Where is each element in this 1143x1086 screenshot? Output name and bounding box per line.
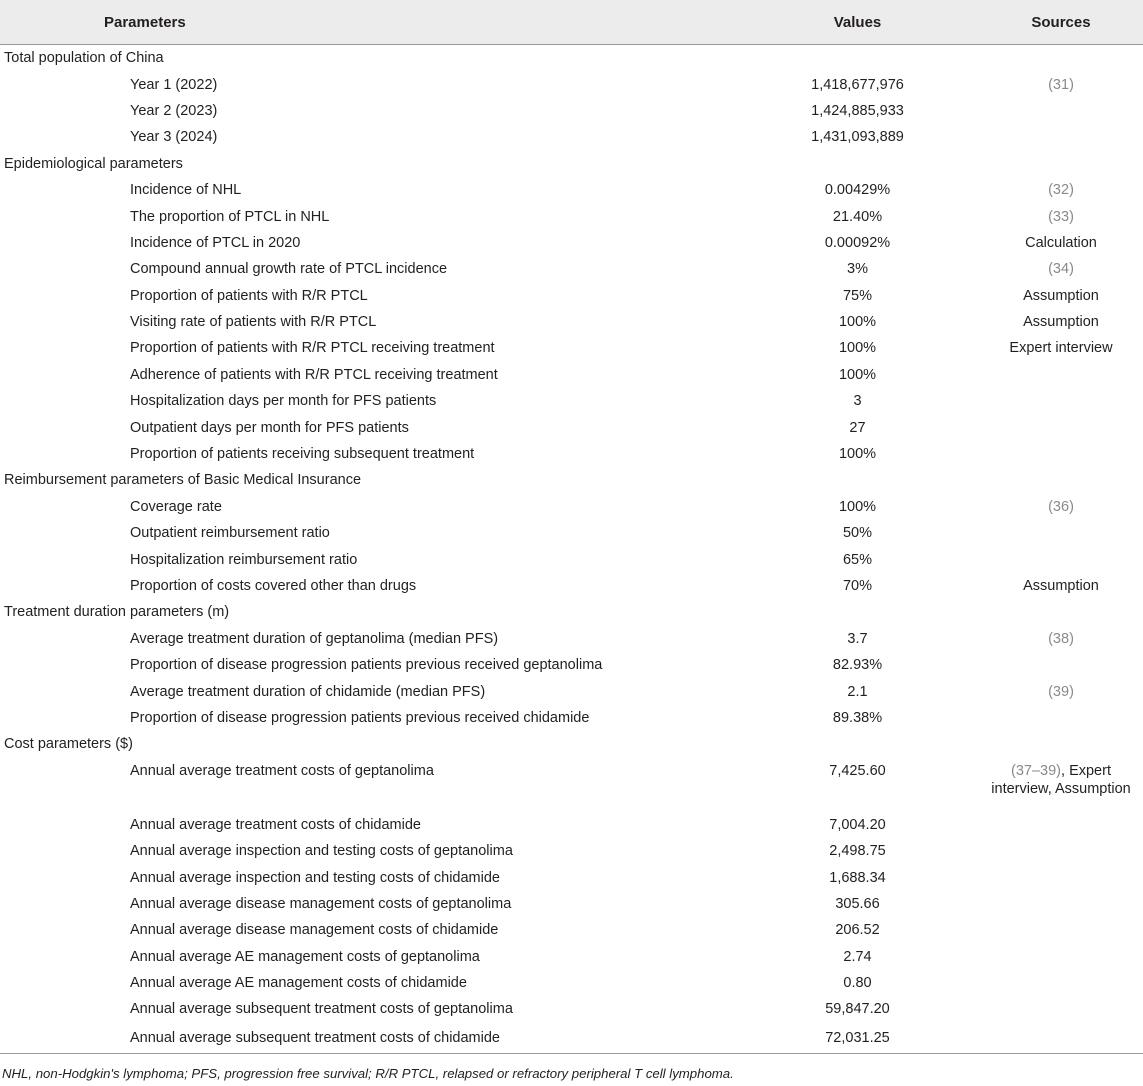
parameter-value: 1,688.34 <box>829 869 886 886</box>
source-text: Calculation <box>1025 234 1097 251</box>
parameter-label: Average treatment duration of chidamide (median PFS) <box>130 683 486 700</box>
table-row <box>0 864 1143 890</box>
citation-close: ) <box>1069 261 1074 278</box>
source-text: Expert interview <box>1009 340 1113 357</box>
parameter-value: 82.93% <box>832 657 883 674</box>
table-row <box>0 388 1143 414</box>
table-row <box>0 917 1143 943</box>
parameter-value: 305.66 <box>835 895 880 912</box>
parameter-source <box>973 203 1143 229</box>
section-title: Epidemiological parameters <box>4 155 183 172</box>
header-row <box>0 0 1143 45</box>
parameter-label: Year 1 (2022) <box>130 76 218 93</box>
parameter-value: 27 <box>849 419 866 436</box>
header-values: Values <box>742 0 973 45</box>
table-row <box>0 970 1143 996</box>
parameter-label: Annual average treatment costs of geptanolima <box>130 762 434 779</box>
table-row <box>0 256 1143 282</box>
table-row <box>0 362 1143 388</box>
parameter-value: 7,004.20 <box>829 816 886 833</box>
source-text: Assumption <box>1023 314 1099 331</box>
citation-link[interactable]: 33 <box>1052 208 1070 225</box>
parameter-source <box>973 812 1143 838</box>
parameter-value: 100% <box>838 340 877 357</box>
parameter-label: Incidence of PTCL in 2020 <box>130 234 301 251</box>
parameter-value: 1,418,677,976 <box>811 76 904 93</box>
parameter-value: 75% <box>842 287 873 304</box>
parameter-label: Annual average subsequent treatment costs of geptanolima <box>130 1001 513 1018</box>
table-row <box>0 309 1143 335</box>
parameter-label: Adherence of patients with R/R PTCL receiving treatment <box>130 366 498 383</box>
parameter-label: Annual average subsequent treatment costs of chidamide <box>0 1023 742 1054</box>
section-title: Reimbursement parameters of Basic Medical Insurance <box>4 472 362 489</box>
citation-open: ( <box>1048 182 1053 199</box>
table-row <box>0 705 1143 731</box>
parameter-value: 100% <box>838 446 877 463</box>
citation-open: ( <box>1048 630 1053 647</box>
parameter-source <box>973 891 1143 917</box>
citation-open: ( <box>1048 498 1053 515</box>
table-row <box>0 441 1143 467</box>
parameter-source <box>973 758 1143 812</box>
table-row <box>0 520 1143 546</box>
parameter-source <box>973 678 1143 704</box>
citation-close: ) <box>1069 630 1074 647</box>
parameter-value: 0.80 <box>843 975 872 992</box>
parameter-value: 100% <box>838 498 877 515</box>
citation-close: ) <box>1069 498 1074 515</box>
section-title: Total population of China <box>4 50 164 67</box>
table-row <box>0 891 1143 917</box>
table-row <box>0 335 1143 361</box>
citation-link[interactable]: 31 <box>1052 76 1070 93</box>
citation-link[interactable]: 39 <box>1052 683 1070 700</box>
citation-open: ( <box>1048 261 1053 278</box>
parameter-label: Proportion of patients with R/R PTCL <box>130 287 368 304</box>
parameter-source <box>973 124 1143 150</box>
parameter-source <box>973 838 1143 864</box>
parameter-value: 206.52 <box>835 922 880 939</box>
parameter-label: Proportion of disease progression patients previous received chidamide <box>130 709 590 726</box>
parameter-source <box>973 309 1143 335</box>
source-text: Assumption <box>1023 578 1099 594</box>
parameter-source <box>973 573 1143 599</box>
parameter-label: Hospitalization reimbursement ratio <box>130 551 358 568</box>
parameter-label: Outpatient days per month for PFS patients <box>130 419 409 436</box>
table-row <box>0 177 1143 203</box>
parameter-label: Average treatment duration of geptanolima (median PFS) <box>130 630 499 647</box>
citation-open: ( <box>1048 208 1053 225</box>
table-row <box>0 838 1143 864</box>
parameter-value: 3.7 <box>847 630 868 647</box>
citation-close: ) <box>1069 683 1074 700</box>
parameter-label: Visiting rate of patients with R/R PTCL <box>130 314 377 331</box>
parameter-label: Year 2 (2023) <box>130 102 218 119</box>
parameter-label: Annual average inspection and testing costs of geptanolima <box>130 843 513 860</box>
source-text: , Expert <box>1061 762 1111 779</box>
parameter-source <box>973 414 1143 440</box>
parameter-source <box>973 441 1143 467</box>
parameter-source <box>973 98 1143 124</box>
parameter-label: Annual average disease management costs of geptanolima <box>130 895 512 912</box>
table-row <box>0 124 1143 150</box>
parameter-value: 70% <box>842 578 873 594</box>
parameter-source <box>973 362 1143 388</box>
parameter-source <box>973 970 1143 996</box>
parameter-source <box>973 652 1143 678</box>
table-row <box>0 812 1143 838</box>
parameter-value: 50% <box>842 525 873 542</box>
parameter-value: 59,847.20 <box>825 1001 890 1018</box>
parameter-value: 1,424,885,933 <box>811 102 904 119</box>
parameter-source <box>973 71 1143 97</box>
parameter-value: 0.00092% <box>824 234 891 251</box>
parameter-source <box>973 335 1143 361</box>
parameter-value: 89.38% <box>832 709 883 726</box>
citation-link[interactable]: 38 <box>1052 630 1070 647</box>
parameter-source <box>973 388 1143 414</box>
section-title: Treatment duration parameters (m) <box>4 604 230 621</box>
parameter-label: Annual average inspection and testing costs of chidamide <box>130 869 500 886</box>
parameter-label: Compound annual growth rate of PTCL incidence <box>130 261 448 278</box>
parameter-source <box>973 705 1143 731</box>
citation-open: ( <box>1048 683 1053 700</box>
section-row <box>0 731 1143 757</box>
parameter-value: 100% <box>838 314 877 331</box>
parameter-value: 2,498.75 <box>829 843 886 860</box>
section-row <box>0 151 1143 177</box>
parameter-label: Proportion of costs covered other than drugs <box>130 578 417 594</box>
table-row <box>0 546 1143 572</box>
table-row <box>0 573 1143 599</box>
parameter-value: 72,031.25 <box>742 1023 973 1054</box>
parameter-source <box>973 944 1143 970</box>
parameter-value: 2.74 <box>843 948 872 965</box>
table-row <box>0 230 1143 256</box>
table-row <box>0 494 1143 520</box>
source-text: Assumption <box>1023 287 1099 304</box>
parameter-label: Annual average disease management costs of chidamide <box>130 922 499 939</box>
parameter-value: 3% <box>847 261 868 278</box>
parameter-label: Hospitalization days per month for PFS patients <box>130 393 437 410</box>
parameter-value: 65% <box>842 551 873 568</box>
header-parameters: Parameters <box>0 0 742 45</box>
parameter-value: 21.40% <box>832 208 883 225</box>
table-row <box>0 71 1143 97</box>
table-row <box>0 758 1143 812</box>
citation-close: ) <box>1069 76 1074 93</box>
parameter-label: Annual average AE management costs of geptanolima <box>130 948 480 965</box>
citation-link[interactable]: 37–39 <box>1015 762 1057 779</box>
citation-link[interactable]: 32 <box>1052 182 1070 199</box>
parameter-label: Proportion of disease progression patients previous received geptanolima <box>130 657 603 674</box>
parameter-label: The proportion of PTCL in NHL <box>130 208 330 225</box>
parameter-value: 7,425.60 <box>829 762 886 779</box>
section-row <box>0 467 1143 493</box>
table-row <box>0 678 1143 704</box>
parameter-label: Annual average treatment costs of chidamide <box>130 816 421 833</box>
parameter-source <box>973 917 1143 943</box>
section-row <box>0 599 1143 625</box>
parameter-source <box>973 230 1143 256</box>
section-row <box>0 45 1143 72</box>
header-sources: Sources <box>973 0 1143 45</box>
parameter-label: Proportion of patients with R/R PTCL receiving treatment <box>130 340 495 357</box>
parameter-value: 3 <box>853 393 862 410</box>
parameter-source <box>973 626 1143 652</box>
table-row <box>0 414 1143 440</box>
parameter-value: 1,431,093,889 <box>811 129 904 146</box>
table-row <box>0 283 1143 309</box>
table-body <box>0 45 1143 1054</box>
parameter-value: 2.1 <box>847 683 868 700</box>
table-row <box>0 626 1143 652</box>
parameter-source <box>973 494 1143 520</box>
parameter-label: Incidence of NHL <box>130 182 242 199</box>
citation-open: ( <box>1011 762 1016 779</box>
parameter-source <box>973 1023 1143 1054</box>
citation-open: ( <box>1048 76 1053 93</box>
citation-link[interactable]: 34 <box>1052 261 1070 278</box>
table-row <box>0 944 1143 970</box>
parameter-label: Annual average AE management costs of chidamide <box>130 975 467 992</box>
parameter-source <box>973 996 1143 1022</box>
parameter-label: Outpatient reimbursement ratio <box>130 525 330 542</box>
parameter-source <box>973 177 1143 203</box>
parameter-value: 0.00429% <box>824 182 891 199</box>
parameter-source <box>973 283 1143 309</box>
parameter-source <box>973 520 1143 546</box>
parameter-value: 100% <box>838 366 877 383</box>
parameter-source <box>973 546 1143 572</box>
citation-link[interactable]: 36 <box>1052 498 1070 515</box>
table-row <box>0 652 1143 678</box>
citation-close: ) <box>1069 208 1074 225</box>
citation-close: ) <box>1056 762 1062 779</box>
parameter-source <box>973 256 1143 282</box>
source-text-continued: interview, Assumption <box>991 780 1131 797</box>
table-row <box>0 1023 1143 1054</box>
table-footnote: NHL, non-Hodgkin's lymphoma; PFS, progression free survival; R/R PTCL, relapsed or refractory peripheral T cell lymphoma. <box>2 1065 734 1081</box>
parameter-source <box>973 864 1143 890</box>
citation-close: ) <box>1069 182 1074 199</box>
parameter-label: Proportion of patients receiving subsequent treatment <box>130 446 475 463</box>
section-title: Cost parameters ($) <box>4 736 133 753</box>
table-row <box>0 98 1143 124</box>
parameter-label: Coverage rate <box>130 498 222 515</box>
table-row <box>0 203 1143 229</box>
parameter-label: Year 3 (2024) <box>130 129 218 146</box>
table-row <box>0 996 1143 1022</box>
